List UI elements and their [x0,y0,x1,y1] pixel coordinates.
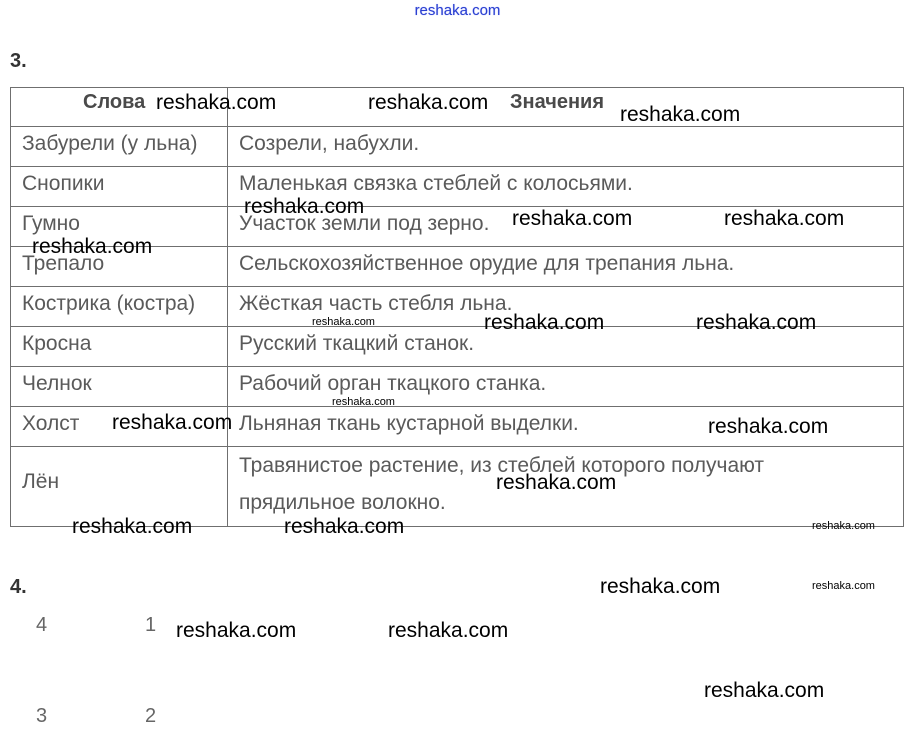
watermark: reshaka.com [284,515,405,538]
word-cell: Снопики [11,167,228,207]
watermark: reshaka.com [368,91,489,114]
answer-value: 2 [145,705,157,727]
meaning-cell: Маленькая связка стеблей с колосьями. [228,167,904,207]
watermark: reshaka.com [484,311,605,334]
word-cell: Лён [11,447,228,527]
watermark: reshaka.com [812,520,875,532]
watermark: reshaka.com [176,619,297,642]
word-cell: Челнок [11,367,228,407]
header-meanings: Значения [228,88,904,127]
header-words: Слова [11,88,228,127]
meaning-cell: Сельскохозяйственное орудие для трепания льна. [228,247,904,287]
watermark: reshaka.com [696,311,817,334]
table-row [11,127,904,167]
watermark: reshaka.com [708,415,829,438]
answer-value: 3 [36,705,48,727]
meaning-cell: Участок земли под зерно. [228,207,904,247]
watermark: reshaka.com [620,103,741,126]
watermark: reshaka.com [312,316,375,328]
watermark: reshaka.com [812,580,875,592]
watermark: reshaka.com [244,195,365,218]
watermark: reshaka.com [600,575,721,598]
site-link[interactable]: reshaka.com [414,2,501,19]
answer-value: 1 [145,614,157,636]
word-cell: Кострика (костра) [11,287,228,327]
watermark: reshaka.com [156,91,277,114]
word-cell: Кросна [11,327,228,367]
word-cell: Гумно [11,207,228,247]
word-cell: Трепало [11,247,228,287]
watermark: reshaka.com [32,235,153,258]
watermark: reshaka.com [704,679,825,702]
watermark: reshaka.com [724,207,845,230]
word-cell: Забурели (у льна) [11,127,228,167]
watermark: reshaka.com [112,411,233,434]
watermark: reshaka.com [332,396,395,408]
watermark: reshaka.com [72,515,193,538]
meaning-cell: Льняная ткань кустарной выделки. [228,407,904,447]
meaning-line: прядильное волокно. [239,491,446,514]
meaning-cell: Созрели, набухли. [228,127,904,167]
watermark: reshaka.com [496,471,617,494]
answer-value: 4 [36,614,48,636]
watermark: reshaka.com [512,207,633,230]
task-4-number: 4. [10,576,27,598]
table-row [11,167,904,207]
table-row [11,367,904,407]
word-cell: Холст [11,407,228,447]
watermark: reshaka.com [388,619,509,642]
task-3-number: 3. [10,50,27,72]
meaning-cell: Русский ткацкий станок. [228,327,904,367]
meaning-line: Травянистое растение, из стеблей которого получают [239,454,765,477]
meaning-cell: Рабочий орган ткацкого станка. [228,367,904,407]
vocabulary-table [10,87,904,527]
meaning-cell: Жёсткая часть стебля льна. [228,287,904,327]
